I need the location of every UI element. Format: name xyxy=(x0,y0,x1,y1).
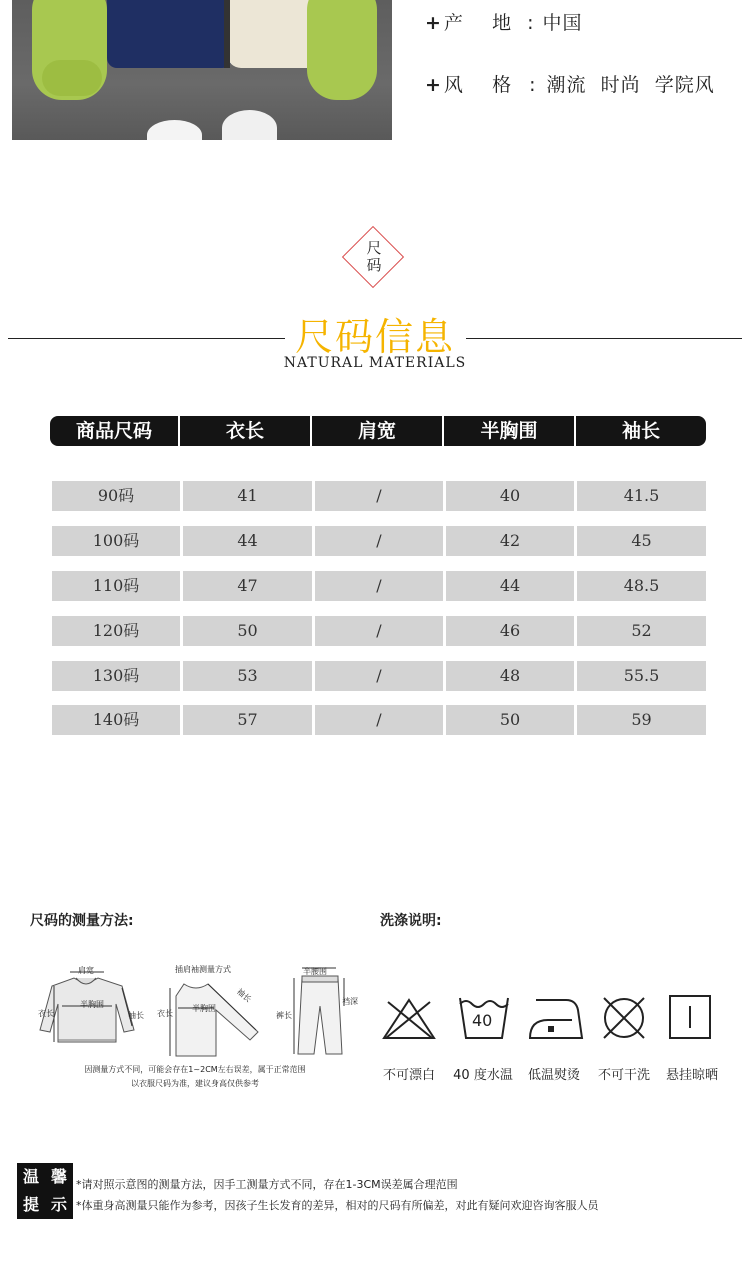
table-row xyxy=(52,616,708,646)
spec-origin-label: 产 地 xyxy=(443,12,513,34)
tips-badge-char: 示 xyxy=(50,1195,67,1214)
label-length: 衣长 xyxy=(38,1009,54,1018)
cell-size: 130码 xyxy=(52,661,180,691)
cell-length: 47 xyxy=(183,571,312,601)
size-table-header xyxy=(50,416,706,446)
pants-label-length: 裤长 xyxy=(276,1011,292,1020)
cell-sleeve: 55.5 xyxy=(577,661,706,691)
washing-heading: 洗涤说明: xyxy=(380,913,442,929)
header-right-divider xyxy=(466,338,742,339)
no-dry-clean-icon xyxy=(598,992,650,1044)
pants-label-waist: 半腰围 xyxy=(303,967,327,976)
pants-diagram xyxy=(280,962,360,1062)
section-title: 尺码信息 xyxy=(294,315,455,359)
col-header-sleeve: 袖长 xyxy=(621,420,660,442)
label-shoulder: 肩宽 xyxy=(78,966,94,975)
col-header-size: 商品尺码 xyxy=(75,420,152,442)
tip-line-2: *体重身高测量只能作为参考，因孩子生长发育的差异，相对的尺码有所偏差，对此有疑问欢迎咨询客服人员 xyxy=(76,1199,599,1212)
pants-label-rise: 裆深 xyxy=(342,997,358,1006)
cell-length: 44 xyxy=(183,526,312,556)
col-header-chest: 半胸围 xyxy=(480,420,538,442)
low-iron-label: 低温熨烫 xyxy=(527,1068,580,1083)
cell-shoulder: / xyxy=(315,661,443,691)
cell-sleeve: 48.5 xyxy=(577,571,706,601)
no-dry-clean-label: 不可干洗 xyxy=(597,1068,650,1083)
hang-dry-label: 悬挂晾晒 xyxy=(665,1068,718,1083)
raglan-diagram xyxy=(160,976,278,1064)
low-iron-icon xyxy=(526,994,584,1042)
wash-40-number: 40 xyxy=(472,1011,493,1030)
cell-shoulder: / xyxy=(315,526,443,556)
cell-chest: 46 xyxy=(446,616,574,646)
cell-chest: 44 xyxy=(446,571,574,601)
cell-length: 50 xyxy=(183,616,312,646)
cell-shoulder: / xyxy=(315,705,443,735)
cell-size: 110码 xyxy=(52,571,180,601)
measurement-note-line2: 以衣服尺码为准，建议身高仅供参考 xyxy=(131,1079,259,1088)
spec-style: + 风 格 : 潮流 时尚 学院风 xyxy=(425,74,715,96)
cell-chest: 50 xyxy=(446,705,574,735)
col-header-length: 衣长 xyxy=(225,420,264,442)
wash-40-label: 40 度水温 xyxy=(453,1068,513,1083)
product-photo xyxy=(12,0,392,140)
cell-sleeve: 41.5 xyxy=(577,481,706,511)
header-left-divider xyxy=(8,338,285,339)
cell-size: 140码 xyxy=(52,705,180,735)
label-chest: 半胸围 xyxy=(80,1000,104,1009)
spec-origin-value: 中国 xyxy=(542,12,583,34)
cell-length: 41 xyxy=(183,481,312,511)
cell-size: 100码 xyxy=(52,526,180,556)
size-badge-text: 尺 码 xyxy=(366,239,382,274)
no-bleach-label: 不可漂白 xyxy=(382,1068,435,1083)
cell-chest: 40 xyxy=(446,481,574,511)
tips-badge xyxy=(17,1163,73,1219)
no-bleach-icon xyxy=(380,994,438,1042)
section-subtitle: NATURAL MATERIALS xyxy=(283,355,467,371)
raglan-label-length: 衣长 xyxy=(157,1009,173,1018)
cell-shoulder: / xyxy=(315,616,443,646)
cell-length: 53 xyxy=(183,661,312,691)
measurement-note-line1: 因测量方式不同，可能会存在1~2CM左右误差，属于正常范围 xyxy=(84,1065,306,1074)
cell-size: 120码 xyxy=(52,616,180,646)
spec-style-label: 风 格 xyxy=(443,74,513,96)
cell-chest: 48 xyxy=(446,661,574,691)
spec-origin: + 产 地 : 中国 xyxy=(425,12,583,34)
raglan-label-sleeve: 袖长 xyxy=(234,986,254,1005)
hang-dry-icon xyxy=(668,994,712,1040)
cell-sleeve: 59 xyxy=(577,705,706,735)
cell-length: 57 xyxy=(183,705,312,735)
cell-shoulder: / xyxy=(315,571,443,601)
tips-badge-char: 馨 xyxy=(50,1167,67,1186)
cell-sleeve: 52 xyxy=(577,616,706,646)
tips-badge-char: 提 xyxy=(22,1195,39,1214)
measurement-heading: 尺码的测量方法: xyxy=(30,913,134,929)
table-row xyxy=(52,571,708,601)
raglan-label-chest: 半胸围 xyxy=(192,1004,216,1013)
table-row xyxy=(52,661,708,691)
cell-size: 90码 xyxy=(52,481,180,511)
cell-chest: 42 xyxy=(446,526,574,556)
tips-badge-char: 温 xyxy=(22,1167,39,1186)
measurement-note xyxy=(60,1063,330,1091)
label-sleeve: 袖长 xyxy=(128,1011,144,1020)
cell-shoulder: / xyxy=(315,481,443,511)
cell-sleeve: 45 xyxy=(577,526,706,556)
table-row xyxy=(52,481,708,511)
col-header-shoulder: 肩宽 xyxy=(357,420,396,442)
table-row xyxy=(52,526,708,556)
table-row xyxy=(52,705,708,735)
raglan-title: 插肩袖测量方式 xyxy=(175,965,231,974)
spec-style-value: 潮流 时尚 学院风 xyxy=(546,74,715,96)
tip-line-1: *请对照示意图的测量方法，因手工测量方式不同，存在1-3CM误差属合理范围 xyxy=(76,1178,458,1191)
